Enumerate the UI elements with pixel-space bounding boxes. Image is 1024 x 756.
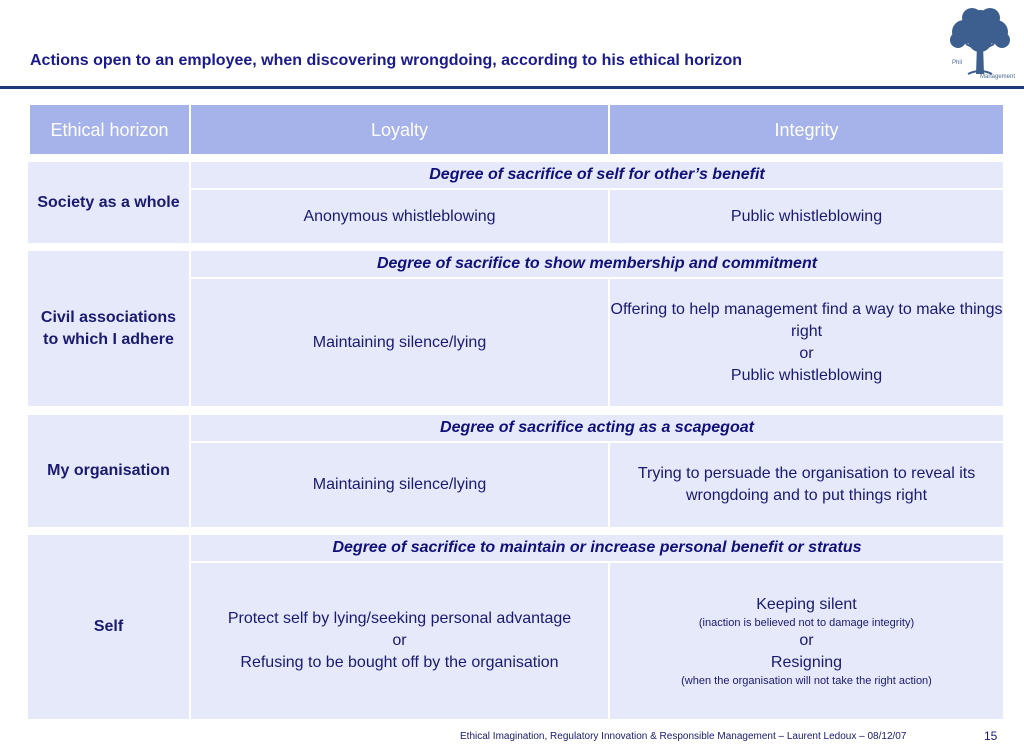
integrity-self-note-1: (inaction is believed not to damage integrity) (698, 617, 915, 629)
footer-credit: Ethical Imagination, Regulatory Innovation & Responsible Management – Laurent Ledoux – 08/12/07 (460, 731, 907, 742)
sacrifice-label-organisation: Degree of sacrifice acting as a scapegoat (191, 415, 1003, 441)
loyalty-organisation: Maintaining silence/lying (191, 443, 608, 527)
horizon-self: Self (28, 535, 189, 719)
slide-title: Actions open to an employee, when discovering wrongdoing, according to his ethical horizon (30, 52, 743, 69)
integrity-society: Public whistleblowing (610, 190, 1003, 243)
header-loyalty: Loyalty (191, 103, 608, 156)
tree-logo (940, 4, 1020, 86)
integrity-civil-line-2: or (799, 344, 814, 362)
integrity-civil-line-1: Offering to help management find a way to make things right (610, 300, 1003, 340)
integrity-organisation: Trying to persuade the organisation to reveal its wrongdoing and to put things right (610, 443, 1003, 527)
title-divider (0, 86, 1024, 89)
header-integrity: Integrity (610, 103, 1003, 156)
horizon-society: Society as a whole (28, 162, 189, 243)
loyalty-self-line-2: or (392, 632, 407, 649)
integrity-self (610, 563, 1003, 719)
loyalty-self-line-1: Protect self by lying/seeking personal advantage (227, 610, 572, 627)
sacrifice-label-society: Degree of sacrifice of self for other’s benefit (191, 162, 1003, 188)
integrity-civil (610, 279, 1003, 406)
horizon-civil-associations: Civil associations to which I adhere (28, 251, 189, 406)
horizon-my-organisation: My organisation (28, 415, 189, 527)
logo-caption-right: Management (980, 74, 1016, 80)
page-number: 15 (984, 729, 998, 743)
logo-caption-left: Phil (952, 60, 963, 66)
loyalty-self (191, 563, 608, 719)
integrity-self-note-2: (when the organisation will not take the right action) (681, 675, 932, 687)
header-ethical-horizon: Ethical horizon (28, 103, 191, 156)
loyalty-civil: Maintaining silence/lying (191, 279, 608, 406)
integrity-self-line-1: Keeping silent (756, 596, 857, 613)
integrity-self-line-2: or (799, 632, 814, 649)
sacrifice-label-civil: Degree of sacrifice to show membership and commitment (191, 251, 1003, 277)
integrity-self-line-3: Resigning (770, 654, 843, 671)
sacrifice-label-self: Degree of sacrifice to maintain or increase personal benefit or stratus (191, 535, 1003, 561)
loyalty-society: Anonymous whistleblowing (191, 190, 608, 243)
integrity-civil-line-3: Public whistleblowing (730, 366, 883, 384)
loyalty-self-line-3: Refusing to be bought off by the organisation (240, 654, 559, 671)
